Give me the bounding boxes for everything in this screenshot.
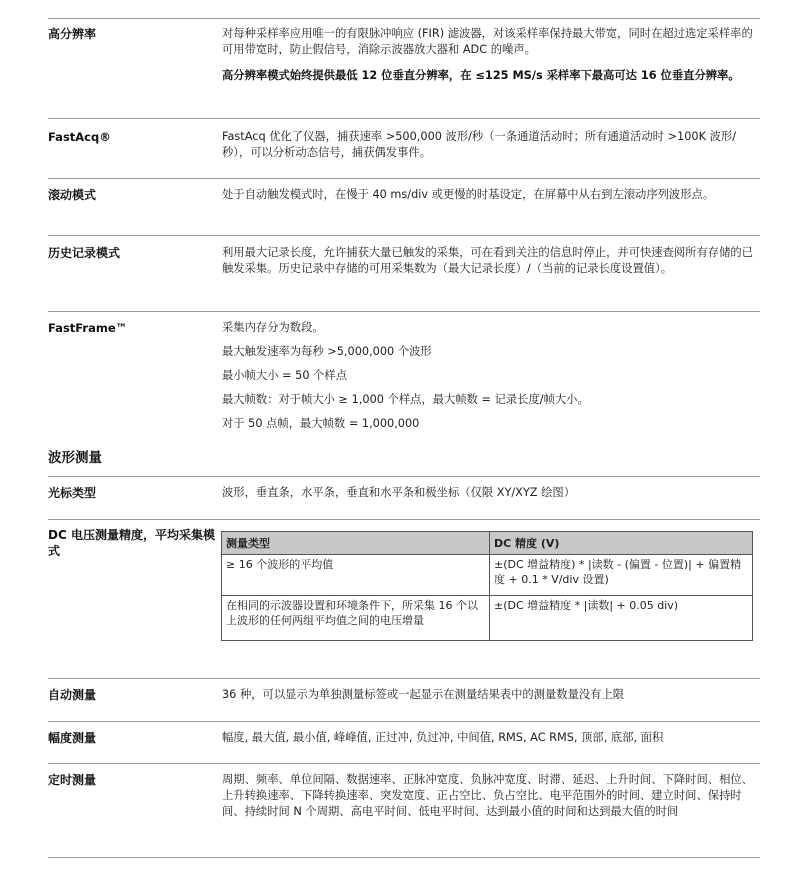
row-label-fastframe: FastFrame™: [48, 321, 128, 335]
table-header-cell: 测量类型: [222, 532, 490, 555]
row-content-high-res: [222, 26, 758, 84]
table-cell: 在相同的示波器设置和环境条件下，所采集 16 个以上波形的任何两组平均值之间的电压增量: [222, 596, 490, 641]
row-content-history: [222, 245, 758, 277]
row-label-cursor: 光标类型: [48, 486, 97, 500]
row-label-dc-accuracy: DC 电压测量精度，平均采集模式: [48, 528, 215, 558]
table-header-row: [222, 532, 753, 555]
amplitude-description: 幅度, 最大值, 最小值, 峰峰值, 正过冲, 负过冲, 中间值, RMS, AC RMS, 顶部, 底部, 面积: [222, 731, 664, 744]
divider: [48, 476, 760, 477]
fastframe-line-1: 采集内存分为数段。: [222, 321, 324, 334]
divider: [48, 118, 760, 119]
table-header-cell: DC 精度 (V): [490, 532, 753, 555]
row-content-amplitude: [222, 730, 758, 746]
row-label-high-res: 高分辨率: [48, 27, 97, 41]
row-label-roll: 滚动模式: [48, 188, 97, 202]
row-label-history: 历史记录模式: [48, 246, 121, 260]
table-cell: ±(DC 增益精度 * |读数| + 0.05 div): [490, 596, 753, 641]
row-label-amplitude: 幅度测量: [48, 731, 97, 745]
dc-accuracy-table: [221, 531, 753, 641]
row-label-timing: 定时测量: [48, 773, 97, 787]
history-description: 利用最大记录长度，允许捕获大量已触发的采集，可在看到关注的信息时停止，并可快速查阅所有存储的已触发采集。历史记录中存储的可用采集数为（最大记录长度）/（当前的记录长度设置值）。: [222, 246, 753, 275]
table-row: [222, 596, 753, 641]
divider: [48, 678, 760, 679]
table-cell: ±(DC 增益精度) * |读数 - (偏置 - 位置)| + 偏置精度 + 0.1 * V/div 设置): [490, 555, 753, 596]
row-content-cursor: [222, 485, 758, 501]
table-cell: ≥ 16 个波形的平均值: [222, 555, 490, 596]
high-res-description: 对每种采样率应用唯一的有限脉冲响应 (FIR) 滤波器，对该采样率保持最大带宽，同时在超过选定采样率的可用带宽时，防止假信号，消除示波器放大器和 ADC 的噪声。: [222, 27, 753, 56]
table-row: [222, 555, 753, 596]
divider: [48, 18, 760, 19]
divider: [48, 721, 760, 722]
row-content-fastacq: [222, 129, 758, 161]
fastframe-line-5: 对于 50 点帧，最大帧数 = 1,000,000: [222, 417, 420, 430]
divider: [48, 857, 760, 858]
row-content-fastframe: [222, 320, 758, 432]
cursor-description: 波形，垂直条，水平条，垂直和水平条和极坐标（仅限 XY/XYZ 绘图）: [222, 486, 576, 499]
row-label-auto: 自动测量: [48, 688, 97, 702]
fastacq-description: FastAcq 优化了仪器，捕获速率 >500,000 波形/秒（一条通道活动时；所有通道活动时 >100K 波形/秒），可以分析动态信号，捕获偶发事件。: [222, 130, 736, 159]
row-content-roll: [222, 187, 758, 203]
timing-description: 周期、频率、单位间隔、数据速率、正脉冲宽度、负脉冲宽度、时滞、延迟、上升时间、下降时间、相位、上升转换速率、下降转换速率、突发宽度、正占空比、负占空比、电平范围外的时间、建立时间、保持时间、持续时间 N 个周期、高电平时间、低电平时间、达到最小值的时间和达到最大值的时间: [222, 773, 753, 818]
auto-description: 36 种，可以显示为单独测量标签或一起显示在测量结果表中的测量数量没有上限: [222, 688, 625, 701]
divider: [48, 311, 760, 312]
fastframe-line-4: 最大帧数：对于帧大小 ≥ 1,000 个样点，最大帧数 = 记录长度/帧大小。: [222, 393, 589, 406]
divider: [48, 235, 760, 236]
row-content-timing: [222, 772, 758, 820]
row-content-auto: [222, 687, 758, 703]
section-title: 波形测量: [48, 450, 102, 466]
row-label-fastacq: FastAcq®: [48, 130, 111, 144]
high-res-note: 高分辨率模式始终提供最低 12 位垂直分辨率，在 ≤125 MS/s 采样率下最高可达 16 位垂直分辨率。: [222, 69, 740, 82]
divider: [48, 519, 760, 520]
roll-description: 处于自动触发模式时，在慢于 40 ms/div 或更慢的时基设定，在屏幕中从右到左滚动序列波形点。: [222, 188, 715, 201]
fastframe-line-3: 最小帧大小 = 50 个样点: [222, 369, 347, 382]
divider: [48, 178, 760, 179]
divider: [48, 763, 760, 764]
fastframe-line-2: 最大触发速率为每秒 >5,000,000 个波形: [222, 345, 432, 358]
